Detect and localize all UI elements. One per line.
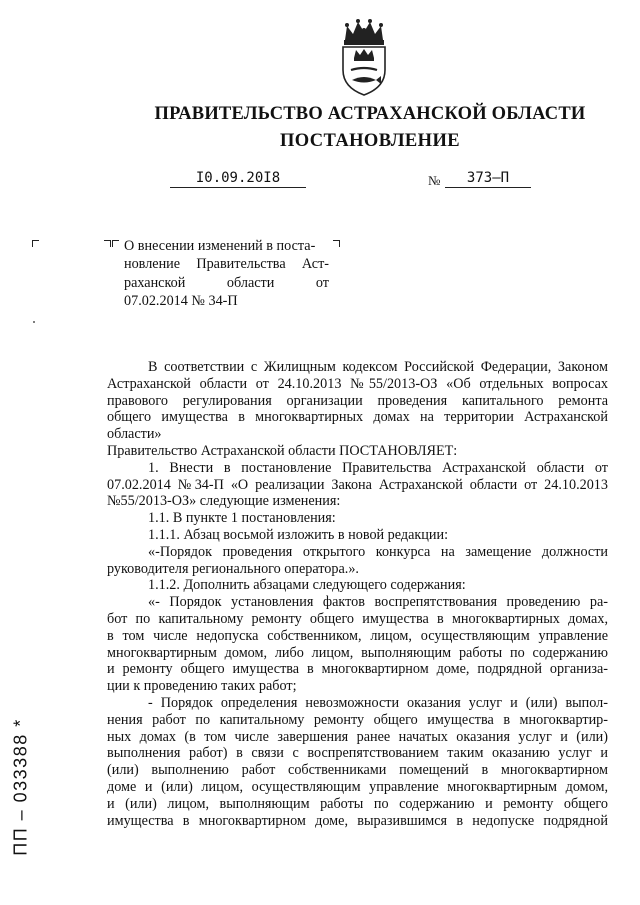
subject-line: О внесении изменений в поста-: [124, 238, 316, 254]
government-title: ПРАВИТЕЛЬСТВО АСТРАХАНСКОЙ ОБЛАСТИ: [154, 104, 586, 124]
body-line: «- Порядок установления фактов воспрепятствования проведению ра-: [148, 594, 608, 611]
subject-line: новление Правительства Аст-: [124, 256, 329, 273]
item-1-1-1-paragraph: [107, 527, 608, 544]
document-date: I0.09.20I8: [170, 170, 306, 188]
margin-dot: [33, 321, 35, 323]
quote-paragraph: [107, 594, 608, 695]
margin-corner-mark: [32, 240, 39, 247]
number-sign: №: [428, 173, 441, 188]
body-line: в том числе недопуска собственником, лицом, осуществляющим управление: [107, 627, 608, 644]
subject-line: раханской области от: [124, 274, 329, 291]
body-line: (или) выполнению работ собственниками помещений в многоквартирном: [107, 762, 608, 779]
body-line: 1. Внести в постановление Правительства Астраханской области от: [148, 459, 608, 476]
serial-number: ПП – 033388 *: [10, 718, 31, 856]
resolves-paragraph: [107, 443, 608, 460]
body-line: доме и (или) лицом, осуществляющим управление многоквартирным домом,: [107, 778, 608, 795]
document-subject: [124, 237, 329, 311]
quote-paragraph: [107, 544, 608, 578]
body-line: Астраханской области от 24.10.2013 №55/2013-ОЗ «Об отдельных вопросах: [107, 375, 608, 392]
body-line: бот по капитальному ремонту общего имущества в многоквартирных домах,: [107, 610, 608, 627]
body-line: 1.1.1. Абзац восьмой изложить в новой редакции:: [148, 526, 449, 543]
body-line: Правительство Астраханской области ПОСТАНОВЛЯЕТ:: [107, 442, 458, 459]
body-line: правового регулирования организации проведения капитального ремонта: [107, 392, 608, 409]
document-number: 373–П: [445, 170, 531, 188]
document-body: [107, 359, 608, 829]
body-line: области»: [107, 426, 162, 443]
body-line: «-Порядок проведения открытого конкурса на замещение должности: [148, 543, 608, 560]
coat-of-arms-emblem: [337, 18, 391, 96]
subject-bracket-right: [333, 240, 340, 247]
body-line: руководителя регионального оператора.».: [107, 560, 359, 577]
subject-bracket-left-inner: [112, 240, 119, 247]
body-line: общего имущества в многоквартирных домах на территории Астраханской: [107, 409, 608, 426]
item-1-paragraph: [107, 460, 608, 510]
body-line: №55/2013-ОЗ» следующие изменения:: [107, 493, 341, 510]
subject-bracket-left: [104, 240, 111, 247]
preamble-paragraph: [107, 359, 608, 443]
body-line: ции к проведению таких работ;: [107, 678, 297, 695]
body-line: ных домах (в том числе завершения ранее начатых оказания услуг и (или): [107, 728, 608, 745]
body-line: 1.1.2. Дополнить абзацами следующего содержания:: [148, 577, 466, 594]
body-line: имущества в многоквартирном доме, выразившимся в недопуске подрядной: [107, 812, 608, 829]
body-line: выполнения работ) в связи с воспрепятствованием таким оказанию услуг и: [107, 745, 608, 762]
body-line: 1.1. В пункте 1 постановления:: [148, 510, 336, 527]
body-line: нения работ по капитальному ремонту общего имущества в многоквартир-: [107, 711, 608, 728]
subject-line: 07.02.2014 № 34-П: [124, 293, 238, 310]
quote-paragraph: [107, 695, 608, 829]
body-line: - Порядок определения невозможности оказания услуг и (или) выпол-: [148, 694, 608, 711]
document-type: ПОСТАНОВЛЕНИЕ: [279, 131, 460, 151]
item-1-1-paragraph: [107, 510, 608, 527]
serial-number-stamp: [8, 712, 34, 862]
body-line: 07.02.2014 №34-П «О реализации Закона Астраханской области от 24.10.2013: [107, 476, 608, 493]
item-1-1-2-paragraph: [107, 577, 608, 594]
body-line: В соответствии с Жилищным кодексом Российской Федерации, Законом: [148, 359, 608, 375]
body-line: и ремонту общего имущества в многоквартирном доме, подрядной организа-: [107, 661, 608, 678]
body-line: многоквартирным домом, либо лицом, выполняющим работы по содержанию: [107, 644, 608, 661]
body-line: и (или) лицом, выполняющим работы по содержанию и ремонту общего: [107, 795, 608, 812]
